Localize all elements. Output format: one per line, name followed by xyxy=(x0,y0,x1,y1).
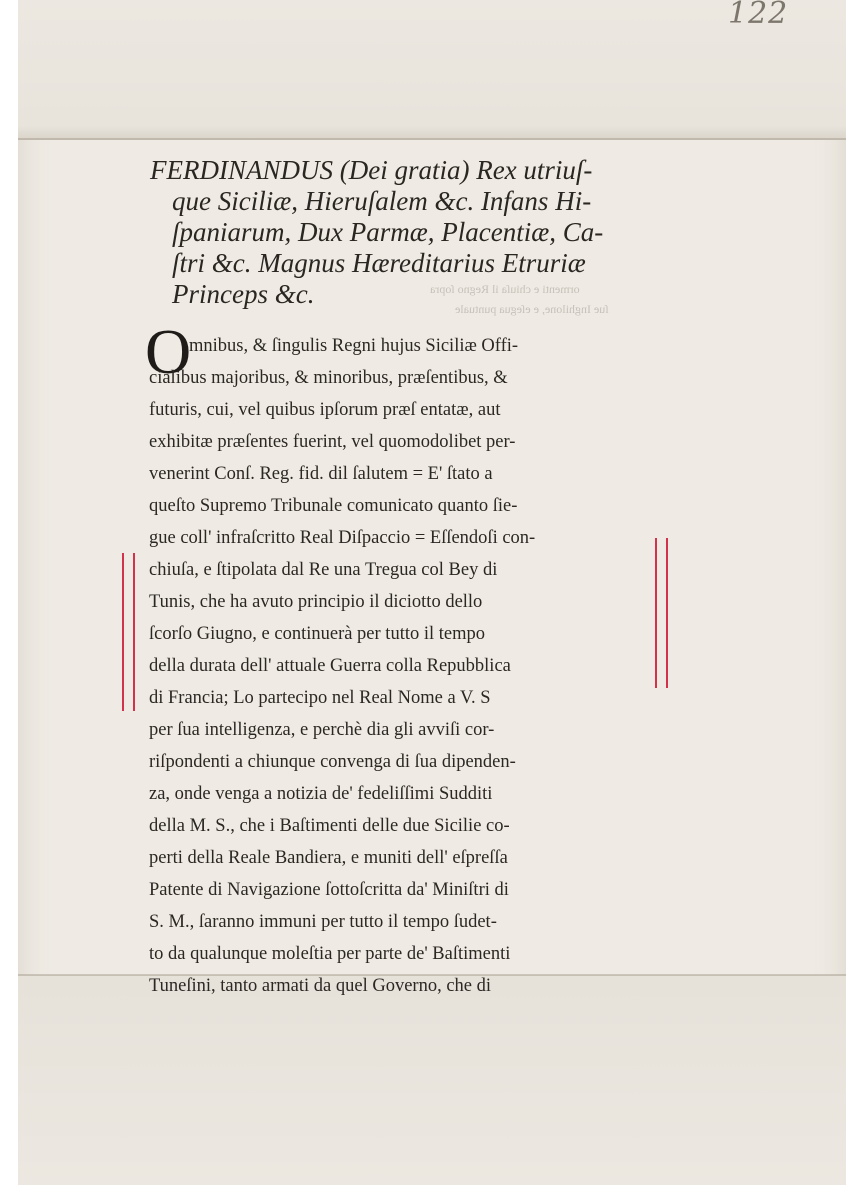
body-line: di Francia; Lo partecipo nel Real Nome a V. S xyxy=(149,688,491,708)
body-line: della M. S., che i Baſtimenti delle due Sicilie co- xyxy=(149,816,510,836)
drop-cap-letter: O xyxy=(145,316,192,387)
body-line: riſpondenti a chiunque convenga di ſua dipenden- xyxy=(149,752,516,772)
body-line: chiuſa, e ſtipolata dal Re una Tregua col Bey di xyxy=(149,560,498,580)
body-line: mnibus, & ſingulis Regni hujus Siciliæ Offi- xyxy=(189,336,519,356)
decree-heading xyxy=(150,155,660,310)
left-margin-mark-inner xyxy=(133,553,135,711)
body-line: gue coll' infraſcritto Real Diſpaccio = Eſſendoſi con- xyxy=(149,528,536,548)
page-number: 122 xyxy=(728,0,789,31)
body-line: exhibitæ præſentes fuerint, vel quomodolibet per- xyxy=(149,432,516,452)
heading-line: que Siciliæ, Hieruſalem &c. Infans Hi- xyxy=(172,186,592,216)
show-through-text-1: ormenti e chiuſa il Regno ſopra xyxy=(430,282,580,296)
body-line: za, onde venga a notizia de' fedeliſſimi Sudditi xyxy=(149,784,493,804)
show-through-text-2: ſue Inghilone, e eſegua puntuale xyxy=(455,302,609,316)
heading-line: FERDINANDUS (Dei gratia) Rex utriuſ- xyxy=(150,155,593,185)
body-line: S. M., ſaranno immuni per tutto il tempo ſudet- xyxy=(149,912,497,932)
right-margin-mark-outer xyxy=(666,538,668,688)
body-line: Patente di Navigazione ſottoſcritta da' Miniſtri di xyxy=(149,880,509,900)
body-line: Tunis, che ha avuto principio il diciotto dello xyxy=(149,592,483,612)
body-line: queſto Supremo Tribunale comunicato quanto ſie- xyxy=(149,496,518,516)
heading-line: ſtri &c. Magnus Hæreditarius Etruriæ xyxy=(172,248,586,278)
left-margin-mark-outer xyxy=(122,553,124,711)
body-line: della durata dell' attuale Guerra colla Repubblica xyxy=(149,656,511,676)
fold-line-top xyxy=(18,138,846,140)
heading-line: Princeps &c. xyxy=(172,279,315,309)
body-line: to da qualunque moleſtia per parte de' Baſtimenti xyxy=(149,944,511,964)
decree-body-text xyxy=(149,330,644,1002)
body-line: futuris, cui, vel quibus ipſorum præſ entatæ, aut xyxy=(149,400,501,420)
top-fold-panel xyxy=(18,0,846,140)
body-line: cialibus majoribus, & minoribus, præſentibus, & xyxy=(149,368,508,388)
right-margin-mark-inner xyxy=(655,538,657,688)
body-line: perti della Reale Bandiera, e muniti dell' eſpreſſa xyxy=(149,848,508,868)
body-line: venerint Conſ. Reg. fid. dil ſalutem = E' ſtato a xyxy=(149,464,493,484)
body-line: per ſua intelligenza, e perchè dia gli avviſi cor- xyxy=(149,720,495,740)
body-line: Tuneſini, tanto armati da quel Governo, che di xyxy=(149,976,492,996)
heading-line: ſpaniarum, Dux Parmæ, Placentiæ, Ca- xyxy=(172,217,604,247)
body-line: ſcorſo Giugno, e continuerà per tutto il tempo xyxy=(149,624,485,644)
bottom-fold-panel xyxy=(18,975,846,1185)
